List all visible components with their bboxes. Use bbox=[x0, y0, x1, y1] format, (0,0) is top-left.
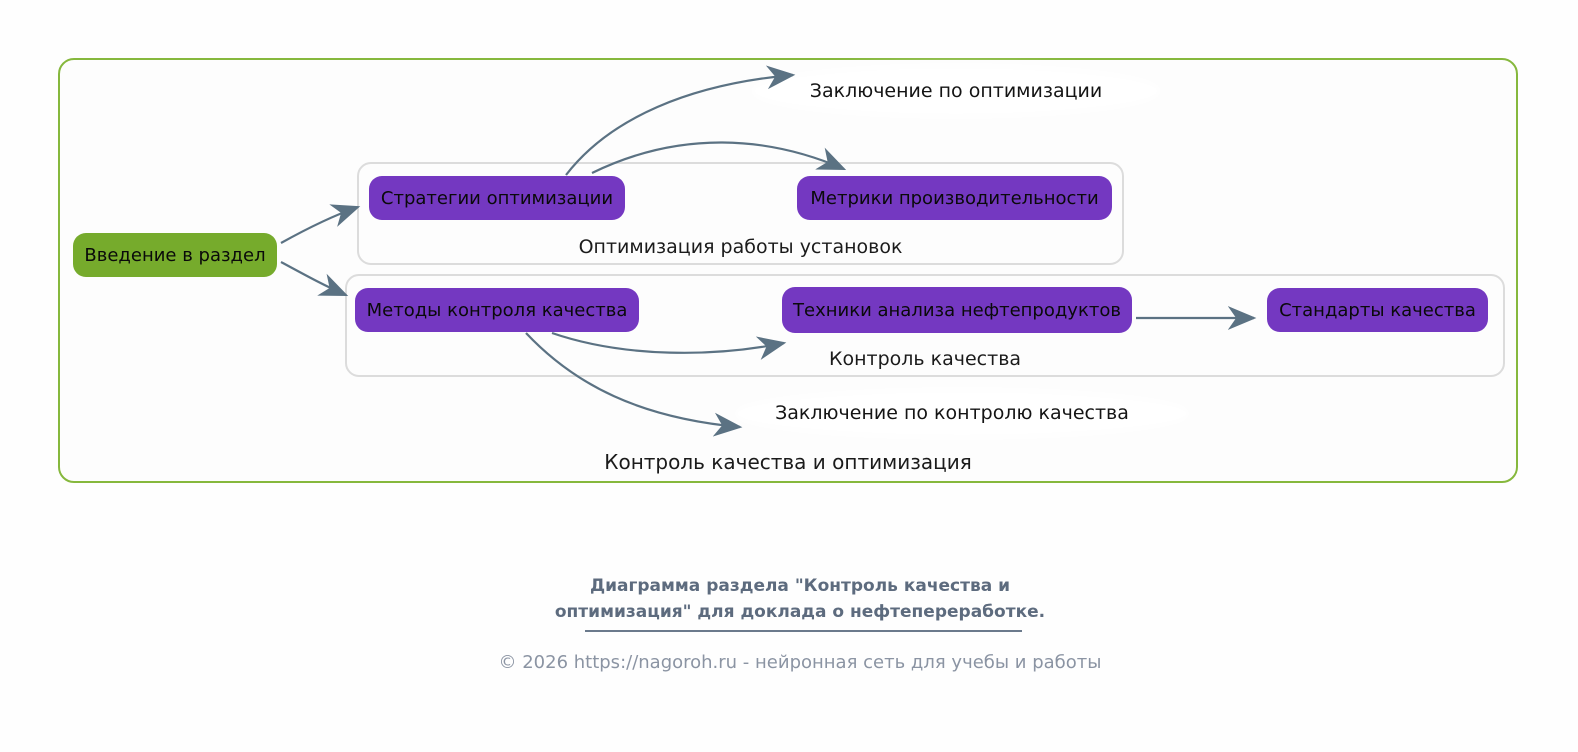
node-oil-analysis-techniques: Техники анализа нефтепродуктов bbox=[782, 287, 1132, 333]
group-label-quality-control: Контроль качества bbox=[828, 348, 1022, 370]
floating-label-quality-conclusion: Заключение по контролю качества bbox=[775, 402, 1129, 424]
caption-divider bbox=[585, 630, 1022, 632]
floating-label-optimization-conclusion: Заключение по оптимизации bbox=[809, 80, 1103, 102]
outer-group-label: Контроль качества и оптимизация bbox=[604, 450, 972, 474]
watermark-footer: © 2026 https://nagoroh.ru - нейронная сеть для учебы и работы bbox=[498, 652, 1102, 673]
node-performance-metrics: Метрики производительности bbox=[797, 176, 1112, 220]
node-quality-standards: Стандарты качества bbox=[1267, 288, 1488, 332]
group-label-optimization: Оптимизация работы установок bbox=[578, 236, 903, 258]
node-introduction: Введение в раздел bbox=[73, 233, 277, 277]
node-quality-control-methods: Методы контроля качества bbox=[355, 288, 639, 332]
diagram-caption: Диаграмма раздела "Контроль качества и оптимизация" для доклада о нефтепереработке. bbox=[554, 576, 1046, 623]
node-optimization-strategies: Стратегии оптимизации bbox=[369, 176, 625, 220]
